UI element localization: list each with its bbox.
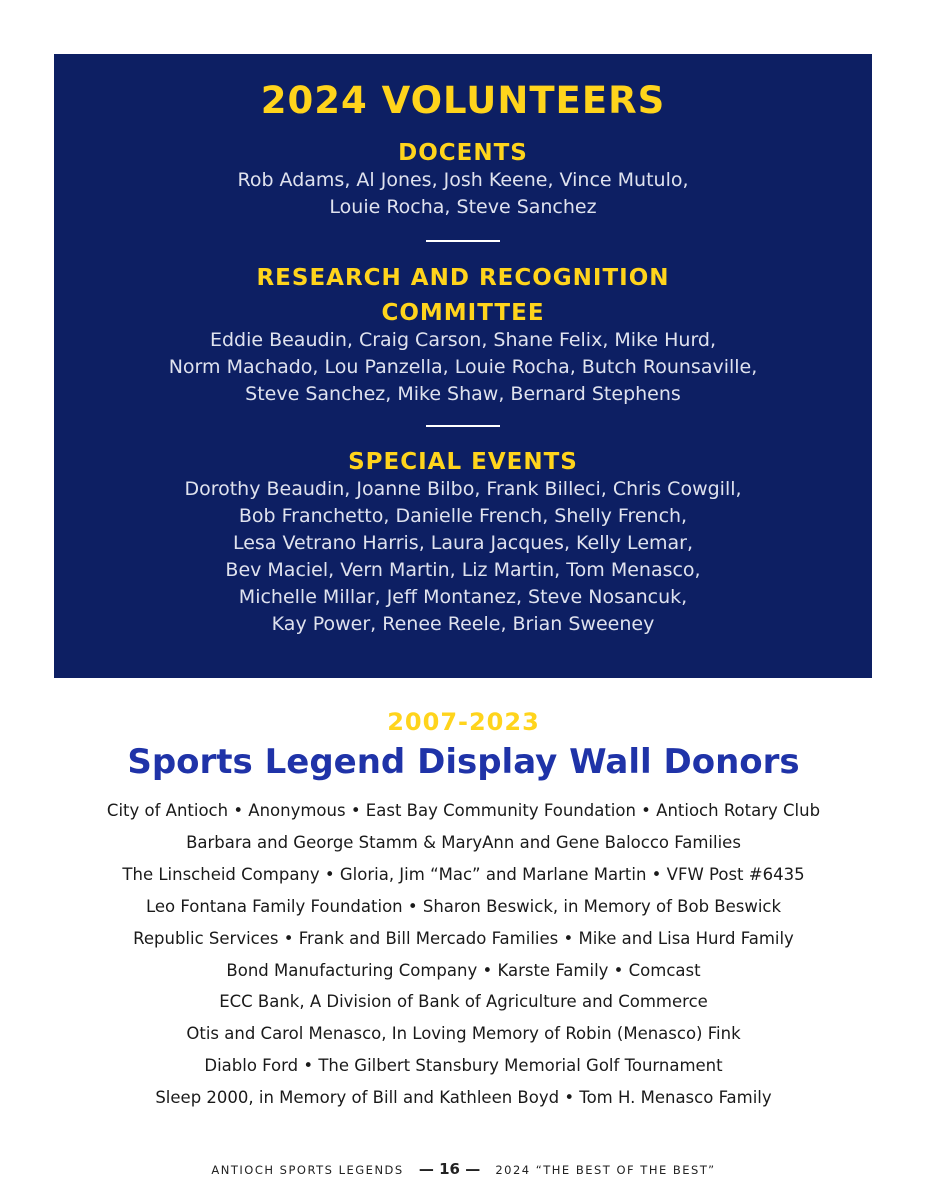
- section-heading: DOCENTS: [398, 140, 528, 166]
- name-line: Eddie Beaudin, Craig Carson, Shane Felix, Mike Hurd,: [209, 329, 717, 351]
- volunteers-panel: [54, 54, 872, 678]
- donor-line: Bond Manufacturing Company • Karste Family • Comcast: [226, 960, 701, 980]
- section-divider: [426, 240, 500, 242]
- special-events-names: [54, 476, 872, 638]
- section-heading: SPECIAL EVENTS: [348, 449, 578, 475]
- research-names: [54, 327, 872, 408]
- name-line: Dorothy Beaudin, Joanne Bilbo, Frank Billeci, Chris Cowgill,: [184, 478, 742, 500]
- research-recognition-section: [54, 261, 872, 408]
- donor-line: City of Antioch • Anonymous • East Bay Community Foundation • Antioch Rotary Club: [106, 801, 821, 820]
- page-footer: [0, 1160, 927, 1178]
- name-line: Bob Franchetto, Danielle French, Shelly French,: [238, 505, 688, 527]
- donors-years: 2007-2023: [387, 708, 540, 736]
- name-line: Rob Adams, Al Jones, Josh Keene, Vince Mutulo,: [237, 169, 689, 191]
- donor-line: Barbara and George Stamm & MaryAnn and Gene Balocco Families: [186, 832, 741, 852]
- donor-line: Republic Services • Frank and Bill Mercado Families • Mike and Lisa Hurd Family: [133, 928, 794, 948]
- donor-line: Diablo Ford • The Gilbert Stansbury Memorial Golf Tournament: [204, 1056, 723, 1076]
- donor-line: Otis and Carol Menasco, In Loving Memory of Robin (Menasco) Fink: [186, 1024, 741, 1044]
- name-line: Kay Power, Renee Reele, Brian Sweeney: [271, 613, 655, 635]
- name-line: Norm Machado, Lou Panzella, Louie Rocha, Butch Rounsaville,: [168, 356, 758, 378]
- footer-publication: ANTIOCH SPORTS LEGENDS: [211, 1163, 404, 1177]
- page-number: — 16 —: [418, 1160, 481, 1178]
- donors-title: Sports Legend Display Wall Donors: [127, 742, 800, 782]
- section-divider: [426, 425, 500, 427]
- donor-list: [0, 795, 927, 1114]
- name-line: Bev Maciel, Vern Martin, Liz Martin, Tom Menasco,: [225, 559, 701, 581]
- name-line: Louie Rocha, Steve Sanchez: [329, 196, 597, 218]
- donor-line: Sleep 2000, in Memory of Bill and Kathleen Boyd • Tom H. Menasco Family: [155, 1088, 772, 1108]
- donor-line: ECC Bank, A Division of Bank of Agriculture and Commerce: [219, 992, 708, 1012]
- special-events-section: [54, 445, 872, 638]
- name-line: Steve Sanchez, Mike Shaw, Bernard Stephens: [245, 383, 681, 405]
- donor-line: The Linscheid Company • Gloria, Jim “Mac” and Marlane Martin • VFW Post #6435: [122, 864, 805, 884]
- name-line: Michelle Millar, Jeff Montanez, Steve Nosancuk,: [238, 586, 688, 608]
- footer-edition: 2024 “THE BEST OF THE BEST”: [495, 1163, 716, 1177]
- section-heading: COMMITTEE: [381, 300, 545, 326]
- section-heading: RESEARCH AND RECOGNITION: [256, 265, 670, 291]
- donor-line: Leo Fontana Family Foundation • Sharon Beswick, in Memory of Bob Beswick: [145, 896, 782, 916]
- name-line: Lesa Vetrano Harris, Laura Jacques, Kelly Lemar,: [232, 532, 694, 554]
- docents-names: [54, 167, 872, 221]
- docents-section: [54, 136, 872, 221]
- volunteers-title: 2024 VOLUNTEERS: [260, 79, 666, 122]
